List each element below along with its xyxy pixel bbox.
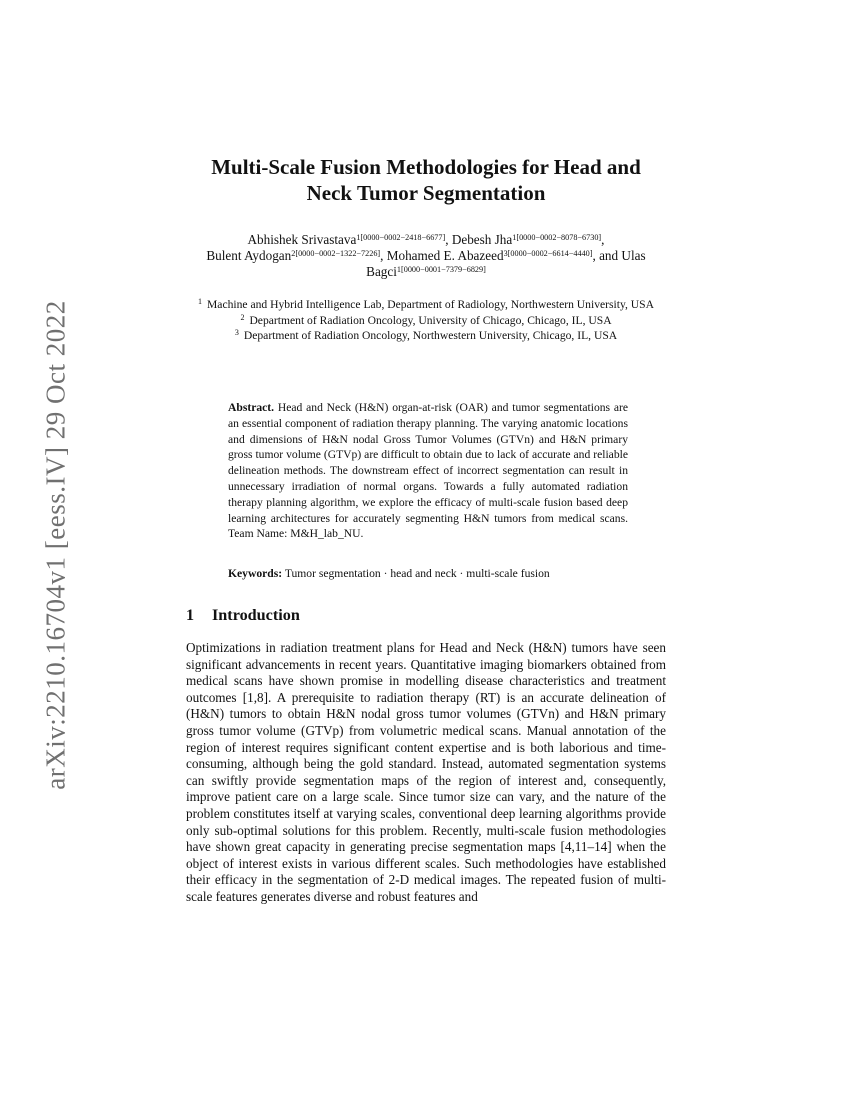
abstract-label: Abstract. [228, 401, 275, 414]
author-mark: 3[0000−0002−6614−4440] [503, 249, 593, 258]
affiliation [186, 297, 666, 313]
abstract-text: Head and Neck (H&N) organ-at-risk (OAR) and tumor segmentations are an essential component of radiation therapy planning. The varying anatomic locations and dimensions of H&N nodal Gross Tumor Volumes (GTVn) and H&N primary gross tumor volume (GTVp) are difficult to obtain due to lack of accurate and reliable delineation methods. The downstream effect of incorrect segmentation can result in unnecessary irradiation of normal organs. Towards a fully automated radiation therapy planning algorithm, we explore the efficacy of multi-scale fusion based deep learning architectures for accurately segmenting H&N tumors from medical scans. Team Name: M&H_lab_NU. [228, 401, 629, 541]
author-list: Abhishek Srivastava$^{1[0000-0002-2418-6677]}$, Debesh Jha$^{1[0000-0002-8078-6730]}$, Bulent Aydogan$^{2[0000-0002-1322-7226]}$, Mohamed E. Abazeed$^{3[0000-0002-6614-4440]}$, and Ulas Bagci$^{1[0000-0001-7379-6829]}$ [206, 232, 646, 279]
affiliation-number: 1 [198, 297, 202, 306]
author-conjunction: and [599, 248, 619, 263]
author-mark: 1[0000−0002−8078−6730] [512, 233, 602, 242]
affiliation-text: Department of Radiation Oncology, Northwestern University, Chicago, IL, USA [243, 329, 618, 342]
affiliation-number: 2 [240, 312, 245, 322]
arxiv-stamp: arXiv:2210.16704v1 [eess.IV] 29 Oct 2022 [40, 300, 71, 790]
affiliation [186, 313, 666, 329]
affiliation-text: Department of Radiation Oncology, University of Chicago, Chicago, IL, USA [249, 313, 612, 327]
section-heading [186, 606, 666, 625]
paper-title: Multi-Scale Fusion Methodologies for Head and Neck Tumor Segmentation [211, 155, 641, 205]
author-mark: 1[0000−0002−2418−6677] [356, 233, 446, 242]
keywords [228, 566, 648, 582]
section-body: Optimizations in radiation treatment plans for Head and Neck (H&N) tumors have seen significant advancements in recent years. Quantitative imaging biomarkers obtained from medical scans have shown promise in modelling disease characteristics and treatment outcomes [1,8]. A prerequisite to radiation therapy (RT) is an accurate delineation of (H&N) tumors to obtain H&N nodal gross tumor volumes (GTVn) and H&N primary gross tumor volume (GTVp) from volumetric medical scans. Manual annotation of the region of interest requires significant content expertise and is both laborious and time-consuming, although being the gold standard. Instead, automated segmentation systems can swiftly provide segmentation maps of the region of interest and, consequently, improve patient care on a large scale. Since tumor size can vary, and the nature of the problem constitutes itself at varying scales, conventional deep learning algorithms provide only sub-optimal solutions for this problem. Recently, multi-scale fusion methodologies have shown great capacity in generating precise segmentation maps [4,11–14] when the object of interest exists in various different scales. Such methodologies have established their efficacy in the segmentation of 2-D medical images. The repeated fusion of multi-scale features generates diverse and robust features and [186, 640, 666, 904]
section-title: Introduction [212, 606, 300, 624]
author-name: Abhishek Srivastava [247, 232, 357, 247]
author-name: Bulent Aydogan [206, 248, 292, 263]
section-number: 1 [186, 606, 195, 624]
author-name: Debesh Jha [451, 232, 513, 247]
author-mark: 2[0000−0002−1322−7226] [291, 249, 381, 258]
abstract [228, 400, 628, 542]
affiliation-list [186, 297, 666, 344]
keywords-label: Keywords: [228, 567, 283, 580]
affiliation-text: Machine and Hybrid Intelligence Lab, Department of Radiology, Northwestern University, USA [207, 298, 654, 311]
author-name: Ulas Bagci [366, 248, 646, 279]
affiliation [186, 328, 666, 344]
affiliation-number: 3 [234, 328, 239, 337]
author-mark: 1[0000−0001−7379−6829] [396, 265, 486, 274]
keywords-text: Tumor segmentation · head and neck · multi-scale fusion [284, 567, 550, 580]
author-name: Mohamed E. Abazeed [386, 248, 504, 263]
